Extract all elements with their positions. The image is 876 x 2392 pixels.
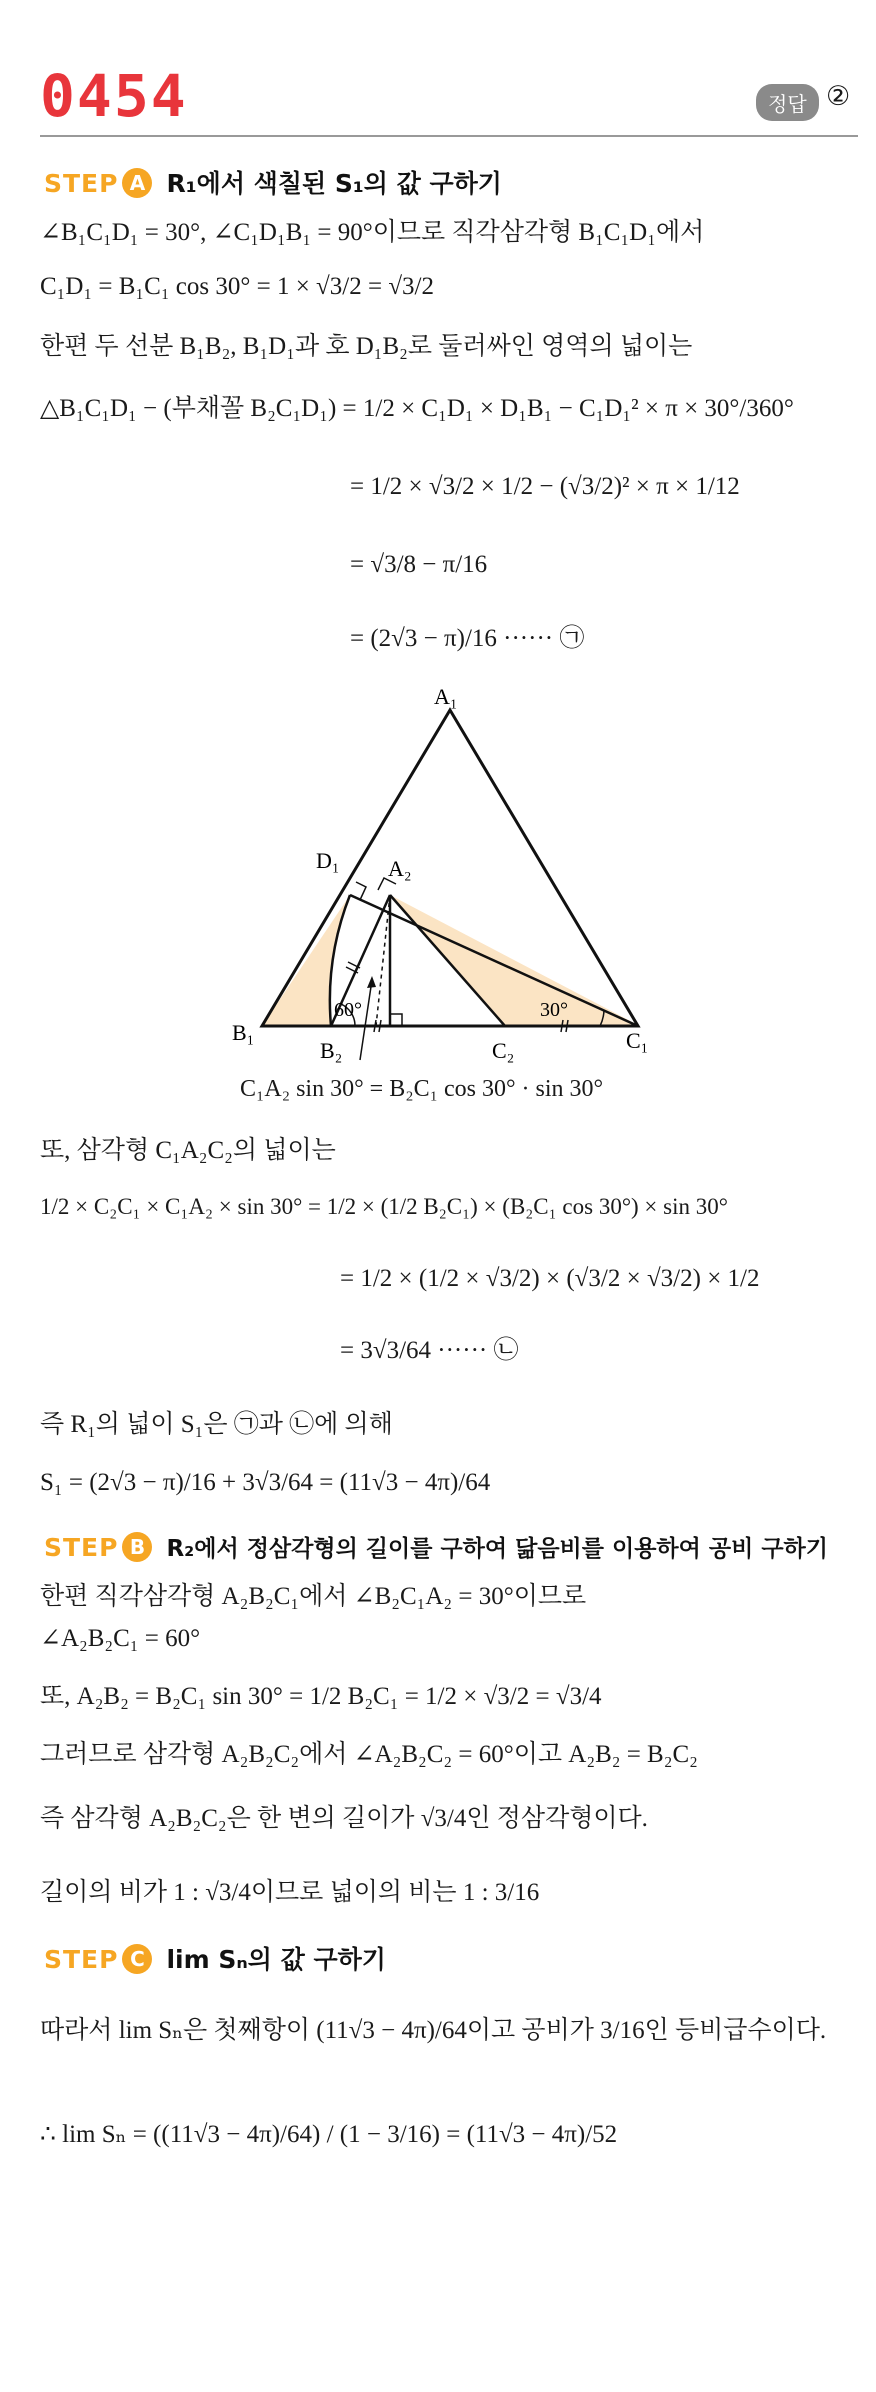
step-b-tag: STEP (44, 1533, 119, 1562)
step-a-line-2: C₁D₁ = B₁C₁ cos 30° = 1 × √3/2 = √3/2 (40, 273, 434, 300)
label-b1: B₁ (232, 1020, 255, 1045)
step-c-heading (44, 1940, 386, 1976)
step-b-line-3: 또, A₂B₂ = B₂C₁ sin 30° = 1/2 B₂C₁ = 1/2 × √3/2 = √3/4 (40, 1683, 602, 1710)
header-rule (40, 135, 858, 137)
step-a-line-7: = (2√3 − π)/16 ······ ㉠ (350, 625, 585, 652)
step-a-heading (44, 164, 502, 200)
step-a-line-4: △B₁C₁D₁ − (부채꼴 B₂C₁D₁) = 1/2 × C₁D₁ × D₁B₁ − C₁D₁² × π × 30°/360° (40, 395, 794, 422)
step-a-cont-line-6: S₁ = (2√3 − π)/16 + 3√3/64 = (11√3 − 4π)/64 (40, 1469, 491, 1496)
step-a-line-1: ∠B₁C₁D₁ = 30°, ∠C₁D₁B₁ = 90°이므로 직각삼각형 B₁C₁D₁에서 (40, 219, 705, 246)
step-b-heading (44, 1530, 828, 1563)
pointer-arrowhead (367, 976, 376, 988)
step-c-line-1: 따라서 lim Sₙ은 첫째항이 (11√3 − 4π)/64이고 공비가 3/16인 등비급수이다. (40, 2017, 827, 2044)
answer-value: ② (826, 81, 851, 112)
tick-b2c2-1 (374, 1020, 376, 1032)
figure-caption: C₁A₂ sin 30° = B₂C₁ cos 30° · sin 30° (240, 1076, 604, 1102)
step-a-cont-line-4: = 3√3/64 ······ ㉡ (340, 1337, 519, 1364)
step-c-tag: STEP (44, 1945, 119, 1974)
step-b-title: R₂에서 정삼각형의 길이를 구하여 닮음비를 이용하여 공비 구하기 (166, 1536, 828, 1562)
step-b-line-2: ∠A₂B₂C₁ = 60° (40, 1625, 201, 1652)
step-a-line-5: = 1/2 × √3/2 × 1/2 − (√3/2)² × π × 1/12 (350, 473, 740, 500)
label-d1: D₁ (316, 848, 340, 873)
dashed-line (376, 895, 390, 1026)
step-a-line-3: 한편 두 선분 B₁B₂, B₁D₁과 호 D₁B₂로 둘러싸인 영역의 넓이는 (40, 333, 693, 360)
step-a-cont-line-3: = 1/2 × (1/2 × √3/2) × (√3/2 × √3/2) × 1/2 (340, 1265, 760, 1292)
label-a2: A₂ (388, 856, 412, 881)
step-a-title: R₁에서 색칠된 S₁의 값 구하기 (166, 169, 502, 198)
step-a-cont-line-1: 또, 삼각형 C₁A₂C₂의 넓이는 (40, 1137, 336, 1164)
right-angle-foot (390, 1014, 402, 1026)
label-angle-30: 30° (540, 999, 568, 1021)
label-c2: C₂ (492, 1038, 515, 1063)
answer-badge: 정답 (756, 84, 819, 121)
step-b-line-4: 그러므로 삼각형 A₂B₂C₂에서 ∠A₂B₂C₂ = 60°이고 A₂B₂ = B₂C₂ (40, 1741, 698, 1768)
shaded-region-right (390, 895, 638, 1025)
step-a-cont-line-5: 즉 R₁의 넓이 S₁은 ㉠과 ㉡에 의해 (40, 1411, 393, 1438)
step-c-line-2: ∴ lim Sₙ = ((11√3 − 4π)/64) / (1 − 3/16) = (11√3 − 4π)/52 (40, 2121, 618, 2148)
label-angle-60: 60° (334, 999, 362, 1021)
step-b-line-6: 길이의 비가 1 : √3/4이므로 넓이의 비는 1 : 3/16 (40, 1879, 540, 1906)
label-c1: C₁ (626, 1028, 649, 1053)
triangle-figure (220, 680, 670, 1100)
step-b-line-5: 즉 삼각형 A₂B₂C₂은 한 변의 길이가 √3/4인 정삼각형이다. (40, 1805, 648, 1832)
step-a-line-6: = √3/8 − π/16 (350, 551, 488, 578)
step-c-title: lim Sₙ의 값 구하기 (166, 1945, 386, 1974)
step-c-letter: C (122, 1944, 152, 1974)
label-b2: B₂ (320, 1038, 343, 1063)
step-b-line-1: 한편 직각삼각형 A₂B₂C₁에서 ∠B₂C₁A₂ = 30°이므로 (40, 1583, 587, 1610)
step-a-cont-line-2: 1/2 × C₂C₁ × C₁A₂ × sin 30° = 1/2 × (1/2 B₂C₁) × (B₂C₁ cos 30°) × sin 30° (40, 1194, 728, 1219)
step-a-letter: A (122, 168, 152, 198)
step-b-letter: B (122, 1532, 152, 1562)
tick-b2c2-2 (379, 1020, 381, 1032)
label-a1: A₁ (434, 684, 458, 709)
step-a-tag: STEP (44, 169, 119, 198)
problem-number: 0454 (40, 62, 188, 130)
